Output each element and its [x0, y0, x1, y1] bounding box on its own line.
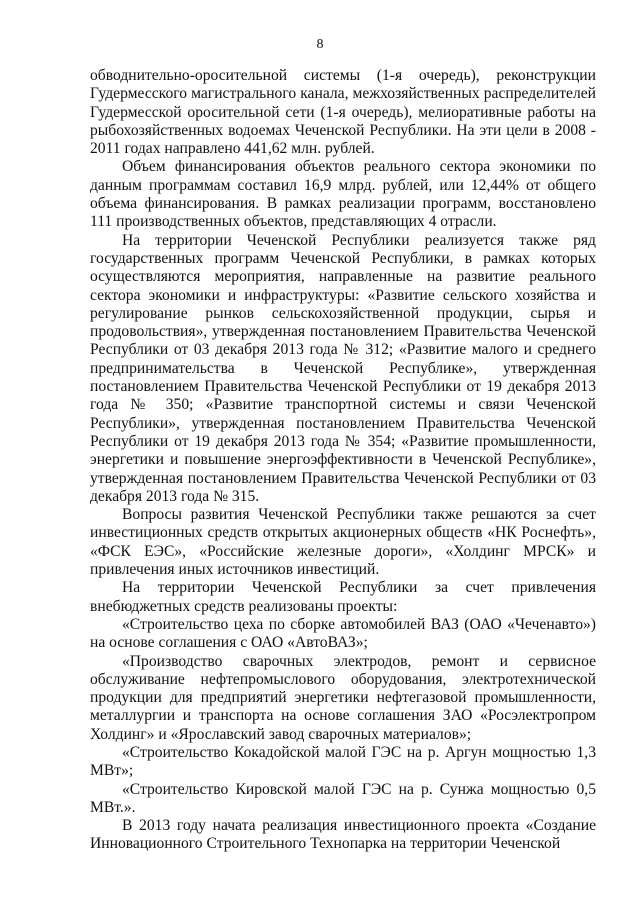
paragraph: «Строительство цеха по сборке автомобилей ВАЗ (ОАО «Чеченавто») на основе соглашения с ОАО «АвтоВАЗ»; [90, 615, 596, 652]
paragraph: обводнительно-оросительной системы (1-я очередь), реконструкции Гудермесского магистрального канала, межхозяйственных распределителей Гудермесской оросительной сети (1-я очередь), мелиоративные работы на рыбохозяйственных водоемах Чеченской Республики. На эти цели в 2008 - 2011 годах направлено 441,62 млн. рублей. [90, 67, 596, 158]
page-number: 8 [316, 37, 324, 52]
document-body [90, 67, 596, 854]
paragraph: Вопросы развития Чеченской Республики также решаются за счет инвестиционных средств открытых акционерных обществ «НК Роснефть», «ФСК ЕЭС», «Российские железные дороги», «Холдинг МРСК» и привлечения иных источников инвестиций. [90, 506, 596, 579]
paragraph: На территории Чеченской Республики за счет привлечения внебюджетных средств реализованы проекты: [90, 579, 596, 615]
paragraph: В 2013 году начата реализация инвестиционного проекта «Создание Инновационного Строительного Технопарка на территории Чеченской [90, 817, 596, 853]
paragraph: На территории Чеченской Республики реализуется также ряд государственных программ Чеченской Республики, в рамках которых осуществляются мероприятия, направленные на развитие реального сектора экономики и инфраструктуры: «Развитие сельского хозяйства и регулирование рынков сельскохозяйственной продукции, сырья и продовольствия», утвержденная постановлением Правительства Чеченской Республики от 03 декабря 2013 года № 312; «Развитие малого и среднего предпринимательства в Чеченской Республике», утвержденная постановлением Правительства Чеченской Республики от 19 декабря 2013 года № 350; «Развитие транспортной системы и связи Чеченской Республики», утвержденная постановлением Правительства Чеченской Республики от 19 декабря 2013 года № 354; «Развитие промышленности, энергетики и повышение энергоэффективности в Чеченской Республике», утвержденная постановлением Правительства Чеченской Республики от 03 декабря 2013 года № 315. [90, 231, 596, 505]
paragraph: «Производство сварочных электродов, ремонт и сервисное обслуживание нефтепромыслового оборудования, электротехнической продукции для предприятий энергетики нефтегазовой промышленности, металлургии и транспорта на основе соглашения ЗАО «Росэлектропром Холдинг» и «Ярославский завод сварочных материалов»; [90, 652, 596, 743]
paragraph: Объем финансирования объектов реального сектора экономики по данным программам составил 16,9 млрд. рублей, или 12,44% от общего объема финансирования. В рамках реализации программ, восстановлено 111 производственных объектов, представляющих 4 отрасли. [90, 158, 596, 231]
paragraph: «Строительство Кокадойской малой ГЭС на р. Аргун мощностью 1,3 МВт»; [90, 743, 596, 780]
paragraph: «Строительство Кировской малой ГЭС на р. Сунжа мощностью 0,5 МВт.». [90, 780, 596, 816]
